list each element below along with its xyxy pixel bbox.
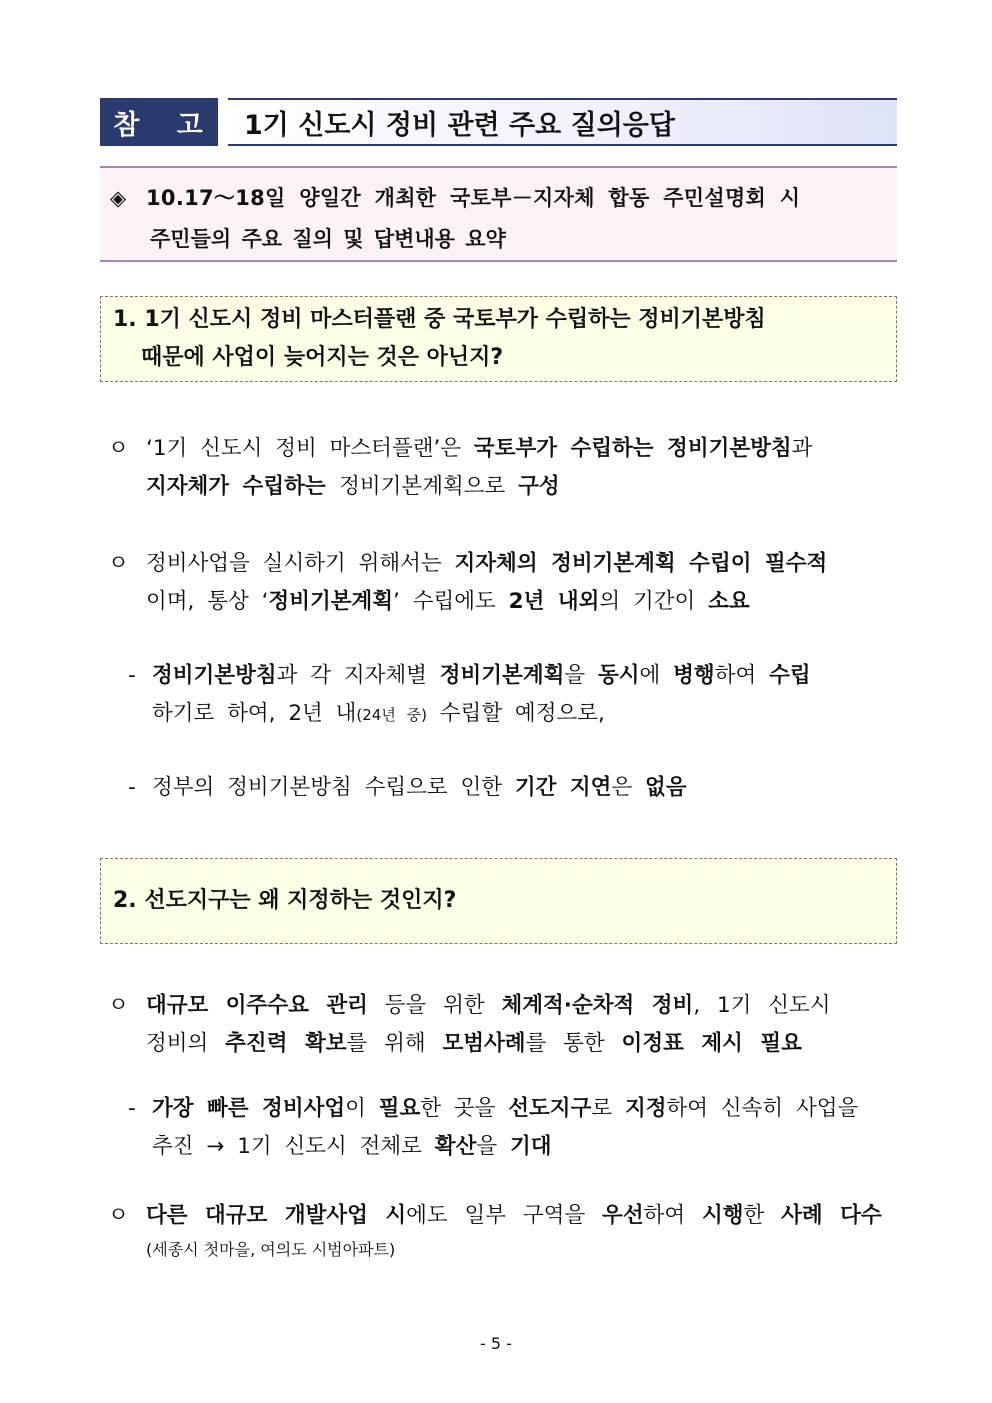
dash-bullet: - — [128, 663, 136, 688]
question-2-line-1: 2. 선도지구는 왜 지정하는 것인지? — [113, 888, 457, 913]
answer-2-bullet-1: ㅇ 대규모 이주수요 관리 등을 위한 체계적·순차적 정비, 1기 신도시 정비의 추진력 확보를 위해 모범사례를 통한 이정표 제시 필요 — [108, 987, 898, 1063]
circle-bullet-icon: ㅇ — [108, 436, 129, 461]
reference-badge: 참 고 — [100, 98, 218, 146]
answer-1-sub-2: - 정부의 정비기본방침 수립으로 인한 기간 지연은 없음 — [128, 769, 898, 807]
answer-2-bullet-2: ㅇ 다른 대규모 개발사업 시에도 일부 구역을 우선하여 시행한 사례 다수 — [108, 1197, 898, 1235]
circle-bullet-icon: ㅇ — [108, 1203, 129, 1228]
circle-bullet-icon: ㅇ — [108, 551, 129, 576]
example-note: (세종시 첫마을, 여의도 시범아파트) — [146, 1240, 396, 1259]
summary-box — [100, 166, 897, 262]
page-title: 1기 신도시 정비 관련 주요 질의응답 — [228, 98, 897, 146]
dash-bullet: - — [128, 1096, 136, 1121]
answer-2-sub-1: - 가장 빠른 정비사업이 필요한 곳을 선도지구로 지정하여 신속히 사업을 추진 → 1기 신도시 전체로 확산을 기대 — [128, 1090, 898, 1166]
dash-bullet: - — [128, 775, 136, 800]
answer-1-sub-1: - 정비기본방침과 각 지자체별 정비기본계획을 동시에 병행하여 수립 하기로 하여, 2년 내(24년 중) 수립할 예정으로, — [128, 657, 898, 734]
diamond-icon: ◈ — [110, 186, 127, 210]
answer-1-bullet-2: ㅇ 정비사업을 실시하기 위해서는 지자체의 정비기본계획 수립이 필수적 이며, 통상 ‘정비기본계획’ 수립에도 2년 내외의 기간이 소요 — [108, 545, 898, 621]
page-number: - 5 - — [480, 1334, 512, 1353]
answer-1-bullet-1: ㅇ ‘1기 신도시 정비 마스터플랜’은 국토부가 수립하는 정비기본방침과 지자체가 수립하는 정비기본계획으로 구성 — [108, 430, 898, 506]
summary-line-2: 주민들의 주요 질의 및 답변내용 요약 — [150, 227, 506, 251]
reference-header — [100, 98, 897, 148]
question-1-line-2: 때문에 사업이 늦어지는 것은 아닌지? — [141, 345, 504, 370]
circle-bullet-icon: ㅇ — [108, 993, 129, 1018]
summary-line-1: ◈ 10.17～18일 양일간 개최한 국토부－지자체 합동 주민설명회 시 — [110, 178, 889, 219]
question-2-box — [100, 858, 897, 944]
question-1-line-1: 1. 1기 신도시 정비 마스터플랜 중 국토부가 수립하는 정비기본방침 — [113, 307, 766, 332]
question-1-box — [100, 296, 897, 382]
